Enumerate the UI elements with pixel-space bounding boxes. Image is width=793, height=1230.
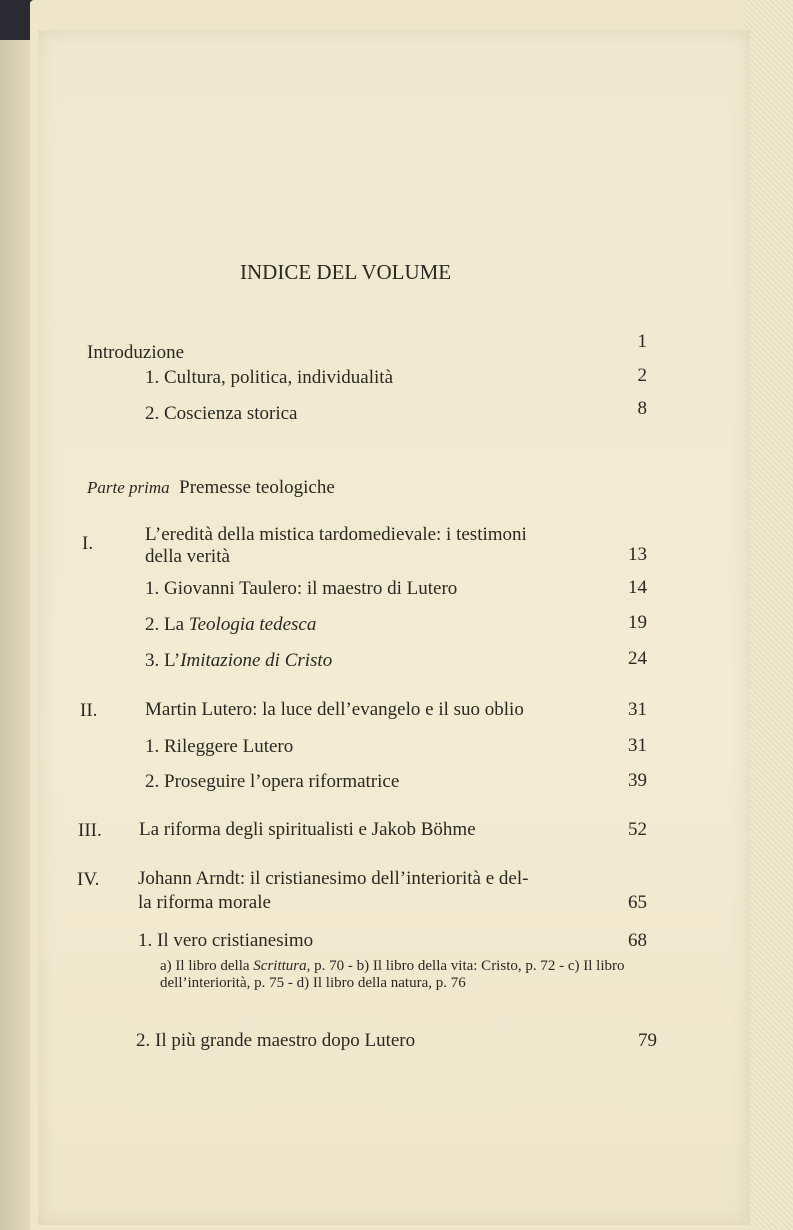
toc-entry: 1. Rileggere Lutero bbox=[145, 736, 294, 757]
toc-subentries bbox=[160, 958, 670, 992]
toc-entry: 1. Cultura, politica, individualità bbox=[145, 367, 394, 388]
chapter-title: la riforma morale bbox=[138, 892, 271, 913]
page-number: 19 bbox=[628, 612, 647, 633]
toc-entry bbox=[145, 651, 332, 670]
page-number: 39 bbox=[628, 770, 647, 791]
chapter-title: Martin Lutero: la luce dell’evangelo e il suo oblio bbox=[145, 699, 524, 720]
chapter-title: Johann Arndt: il cristianesimo dell’interiorità e del- bbox=[138, 868, 529, 889]
toc-entry: 2. Coscienza storica bbox=[145, 403, 298, 424]
toc-entry: 1. Il vero cristianesimo bbox=[138, 930, 314, 951]
intro-label: Introduzione bbox=[87, 342, 185, 363]
page-number: 1 bbox=[637, 331, 647, 352]
toc-entry: 2. Il più grande maestro dopo Lutero bbox=[136, 1030, 416, 1051]
chapter-title: della verità bbox=[145, 546, 230, 567]
subentry-text: , p. 70 - b) Il libro della vita: Cristo, p. 72 - c) Il libro dell’interiorità, p. 75 - d) Il libro della natura, p. 76 bbox=[160, 958, 625, 991]
chapter-number: IV. bbox=[77, 869, 100, 890]
chapter-title: La riforma degli spiritualisti e Jakob Böhme bbox=[139, 819, 476, 840]
page-number: 14 bbox=[628, 577, 647, 598]
page-title: INDICE DEL VOLUME bbox=[240, 260, 452, 284]
part-title: Premesse teologiche bbox=[179, 477, 335, 498]
chapter-title: L’eredità della mistica tardomedievale: i testimoni bbox=[145, 524, 527, 545]
chapter-number: III. bbox=[78, 820, 102, 841]
toc-entry: 1. Giovanni Taulero: il maestro di Lutero bbox=[145, 578, 458, 599]
toc-entry: 2. Proseguire l’opera riformatrice bbox=[145, 771, 400, 792]
page-number: 79 bbox=[638, 1030, 657, 1051]
toc-entry bbox=[145, 615, 316, 634]
page-number: 65 bbox=[628, 892, 647, 913]
page-number: 2 bbox=[637, 365, 647, 386]
subentry-italic: Scrittura bbox=[253, 958, 307, 974]
entry-italic: Teologia tedesca bbox=[188, 614, 317, 635]
chapter-number: II. bbox=[80, 700, 98, 721]
entry-prefix: 2. La bbox=[145, 614, 189, 635]
page-number: 24 bbox=[628, 648, 647, 669]
page-number: 31 bbox=[628, 735, 647, 756]
page-number: 13 bbox=[628, 544, 647, 565]
page-number: 52 bbox=[628, 819, 647, 840]
page-number: 68 bbox=[628, 930, 647, 951]
page-number: 31 bbox=[628, 699, 647, 720]
subentry-text: a) Il libro della bbox=[160, 958, 254, 974]
part-heading bbox=[87, 478, 335, 497]
book-binding bbox=[743, 0, 793, 1230]
chapter-number: I. bbox=[82, 533, 94, 554]
part-label: Parte prima bbox=[87, 478, 170, 497]
entry-italic: Imitazione di Cristo bbox=[180, 650, 333, 671]
entry-prefix: 3. L’ bbox=[145, 650, 181, 671]
page-number: 8 bbox=[637, 398, 647, 419]
